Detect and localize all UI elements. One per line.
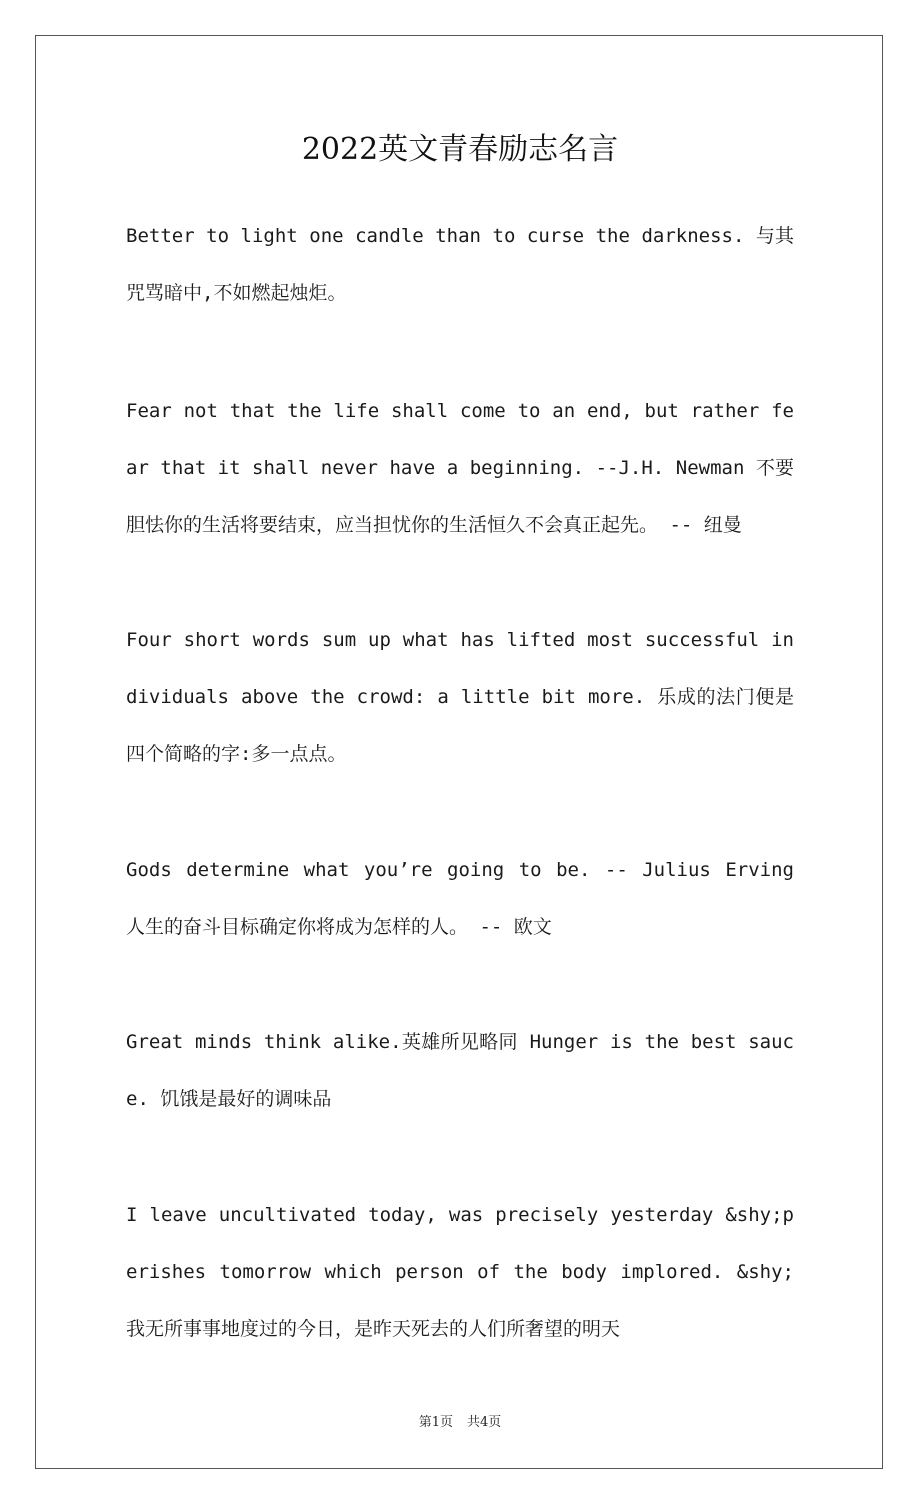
quote-paragraph-6: I leave uncultivated today, was precisely yesterday &shy;perishes tomorrow which person of the body implored. &shy;我无所事事地度过的今日，是昨天死去的人们所奢望的明天 xyxy=(126,1204,794,1340)
page-total: 共4页 xyxy=(467,1415,502,1430)
document-title: 2022英文青春励志名言 xyxy=(301,132,619,167)
document-body xyxy=(126,208,794,1418)
page-number: 第1页 xyxy=(418,1415,453,1430)
quote-paragraph-4: Gods determine what you’re going to be. -- Julius Erving 人生的奋斗目标确定你将成为怎样的人。 -- 欧文 xyxy=(126,859,794,938)
quote-paragraph-5: Great minds think alike.英雄所见略同 Hunger is the best sauce. 饥饿是最好的调味品 xyxy=(126,1031,794,1110)
quote-paragraph-2: Fear not that the life shall come to an end, but rather fear that it shall never have a beginning. --J.H. Newman 不要胆怯你的生活将要结束，应当担忧你的生活恒久不会真正起先。 -- 纽曼 xyxy=(126,400,794,536)
quote-paragraph-1: Better to light one candle than to curse the darkness. 与其咒骂暗中,不如燃起烛炬。 xyxy=(126,225,794,304)
page-footer xyxy=(0,1414,920,1432)
quote-paragraph-3: Four short words sum up what has lifted most successful individuals above the crowd: a little bit more. 乐成的法门便是四个简略的字:多一点点。 xyxy=(126,629,794,765)
